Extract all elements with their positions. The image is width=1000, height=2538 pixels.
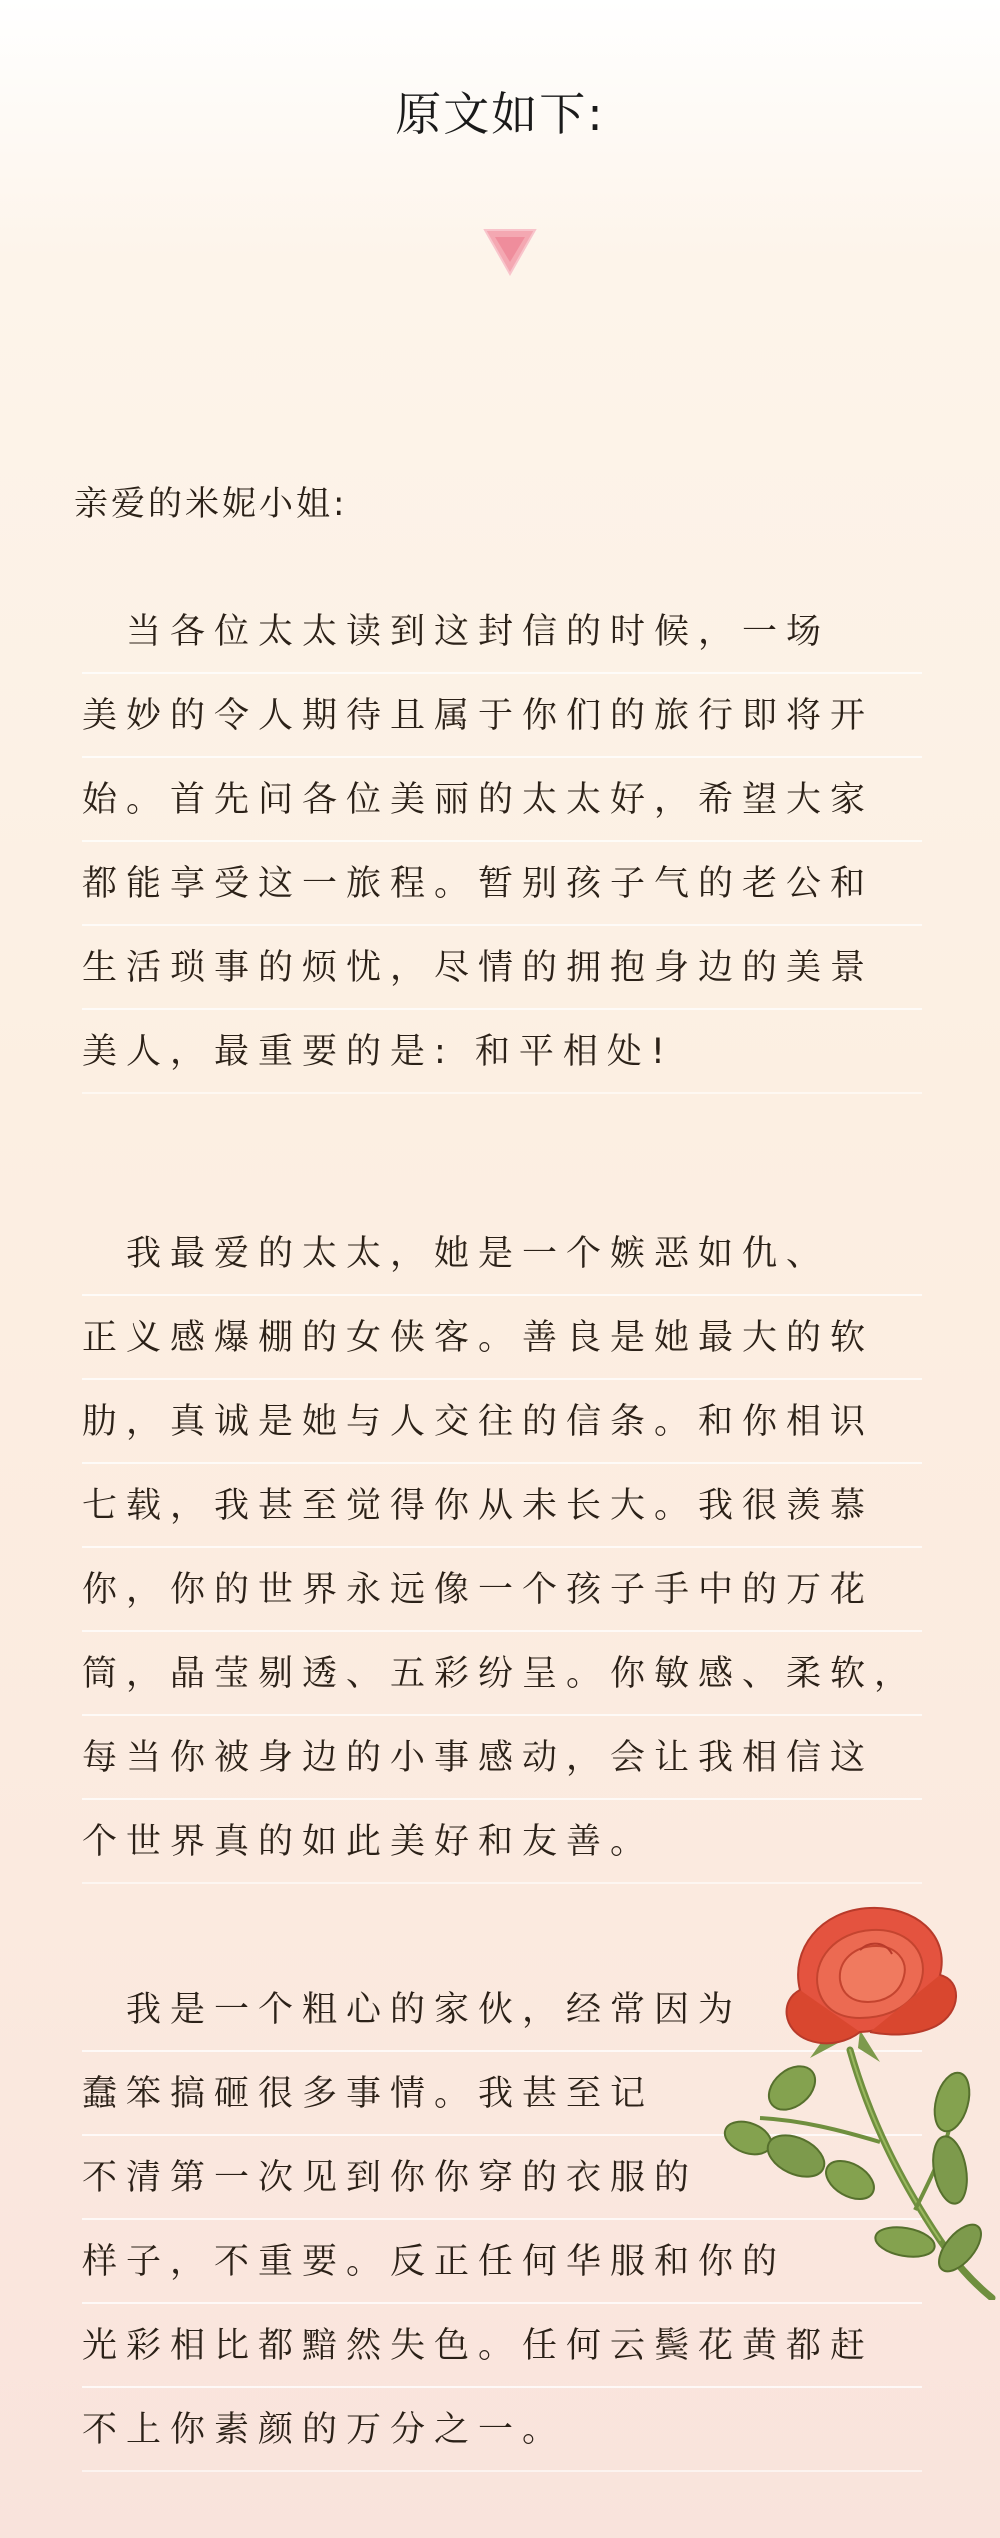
paragraph-2	[82, 1212, 922, 1884]
text-line: 不上你素颜的万分之一。	[82, 2388, 922, 2472]
text-line: 七载，我甚至觉得你从未长大。我很羡慕	[82, 1464, 922, 1548]
text-line: 光彩相比都黯然失色。任何云鬓花黄都赶	[82, 2304, 922, 2388]
text-line: 美人，最重要的是: 和平相处!	[82, 1010, 922, 1094]
text-line: 肋，真诚是她与人交往的信条。和你相识	[82, 1380, 922, 1464]
text-line: 都能享受这一旅程。暂别孩子气的老公和	[82, 842, 922, 926]
rose-icon	[700, 1880, 1000, 2300]
text-line: 我是一个粗心的家伙，经常因为	[82, 1968, 922, 2052]
text-line: 我最爱的太太，她是一个嫉恶如仇、	[82, 1212, 922, 1296]
text-line: 个世界真的如此美好和友善。	[82, 1800, 922, 1884]
text-line: 样子，不重要。反正任何华服和你的	[82, 2220, 922, 2304]
text-line: 美妙的令人期待且属于你们的旅行即将开	[82, 674, 922, 758]
down-triangle-icon	[483, 228, 537, 276]
text-line: 不清第一次见到你你穿的衣服的	[82, 2136, 922, 2220]
text-line: 每当你被身边的小事感动，会让我相信这	[82, 1716, 922, 1800]
paragraph-1	[82, 590, 922, 1094]
text-line: 正义感爆棚的女侠客。善良是她最大的软	[82, 1296, 922, 1380]
text-line: 筒，晶莹剔透、五彩纷呈。你敏感、柔软，	[82, 1632, 922, 1716]
text-line: 始。首先问各位美丽的太太好，希望大家	[82, 758, 922, 842]
page-title: 原文如下:	[395, 87, 605, 141]
text-line: 生活琐事的烦忧，尽情的拥抱身边的美景	[82, 926, 922, 1010]
text-line: 你，你的世界永远像一个孩子手中的万花	[82, 1548, 922, 1632]
text-line: 蠢笨搞砸很多事情。我甚至记	[82, 2052, 922, 2136]
text-line: 当各位太太读到这封信的时候，一场	[82, 590, 922, 674]
salutation: 亲爱的米妮小姐:	[74, 484, 348, 524]
